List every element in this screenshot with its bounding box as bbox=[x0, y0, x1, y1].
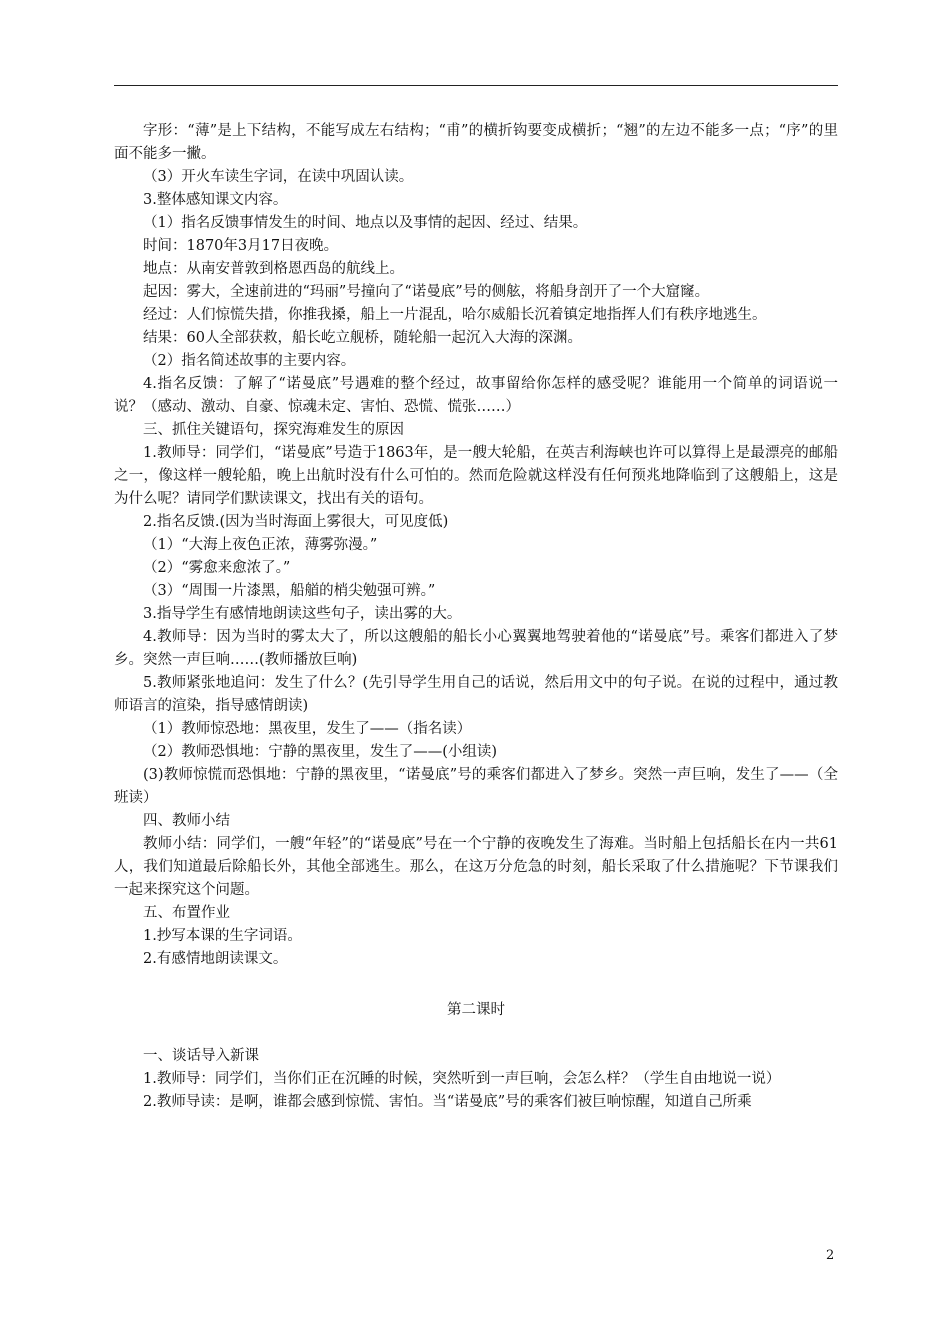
paragraph: 3.整体感知课文内容。 bbox=[143, 192, 288, 208]
header-rule bbox=[114, 85, 838, 86]
paragraph: 3.指导学生有感情地朗读这些句子，读出雾的大。 bbox=[143, 606, 462, 622]
paragraph: 1.教师导：同学们，当你们正在沉睡的时候，突然听到一声巨响，会怎么样？（学生自由地说一说） bbox=[143, 1071, 781, 1087]
paragraph: 2.指名反馈.(因为当时海面上雾很大，可见度低) bbox=[143, 514, 449, 530]
paragraph: 4.教师导：因为当时的雾太大了，所以这艘船的船长小心翼翼地驾驶着他的“诺曼底”号。乘客们都进入了梦乡。突然一声巨响……(教师播放巨响) bbox=[114, 629, 838, 668]
paragraph: 起因：雾大，全速前进的“玛丽”号撞向了“诺曼底”号的侧舷，将船身剖开了一个大窟窿。 bbox=[143, 284, 710, 300]
document-body bbox=[114, 120, 838, 1114]
lesson-title: 第二课时 bbox=[447, 1002, 505, 1018]
paragraph: 经过：人们惊慌失措，你推我搡，船上一片混乱，哈尔威船长沉着镇定地指挥人们有秩序地逃生。 bbox=[143, 307, 767, 323]
paragraph: 2.有感情地朗读课文。 bbox=[143, 951, 288, 967]
paragraph: （2）指名简述故事的主要内容。 bbox=[143, 353, 356, 369]
paragraph: 一、谈话导入新课 bbox=[143, 1048, 259, 1064]
paragraphs-first-lesson bbox=[114, 120, 838, 971]
paragraph: 2.教师导读：是啊，谁都会感到惊慌、害怕。当“诺曼底”号的乘客们被巨响惊醒，知道自己所乘 bbox=[143, 1094, 752, 1110]
paragraph: 五、布置作业 bbox=[143, 905, 230, 921]
paragraph: （3）开火车读生字词，在读中巩固认读。 bbox=[143, 169, 414, 185]
paragraph: 1.抄写本课的生字词语。 bbox=[143, 928, 302, 944]
paragraph: 地点：从南安普敦到格恩西岛的航线上。 bbox=[143, 261, 404, 277]
paragraph: 结果：60人全部获救，船长屹立舰桥，随轮船一起沉入大海的深渊。 bbox=[143, 330, 582, 346]
paragraph: 1.教师导：同学们，“诺曼底”号造于1863年，是一艘大轮船，在英吉利海峡也许可以算得上是最漂亮的邮船之一，像这样一艘轮船，晚上出航时没有什么可怕的。然而危险就这样没有任何预兆地降临到了这艘船上，这是为什么呢？请同学们默读课文，找出有关的语句。 bbox=[114, 445, 838, 507]
paragraph: 5.教师紧张地追问：发生了什么？(先引导学生用自己的话说，然后用文中的句子说。在说的过程中，通过教师语言的渲染，指导感情朗读) bbox=[114, 675, 838, 714]
page-number: 2 bbox=[826, 1248, 835, 1263]
paragraph: （2）教师恐惧地：宁静的黑夜里，发生了——(小组读) bbox=[143, 744, 498, 760]
paragraph: 字形：“薄”是上下结构，不能写成左右结构；“甫”的横折钩要变成横折；“翘”的左边不能多一点；“序”的里面不能多一撇。 bbox=[114, 123, 838, 162]
paragraph: （1）指名反馈事情发生的时间、地点以及事情的起因、经过、结果。 bbox=[143, 215, 588, 231]
paragraph: （1）“大海上夜色正浓，薄雾弥漫。” bbox=[143, 537, 378, 553]
paragraph: (3)教师惊慌而恐惧地：宁静的黑夜里，“诺曼底”号的乘客们都进入了梦乡。突然一声巨响，发生了——（全班读） bbox=[114, 767, 838, 806]
paragraph: 教师小结：同学们，一艘“年轻”的“诺曼底”号在一个宁静的夜晚发生了海难。当时船上包括船长在内一共61人，我们知道最后除船长外，其他全部逃生。那么，在这万分危急的时刻，船长采取了什么措施呢？下节课我们一起来探究这个问题。 bbox=[114, 836, 838, 898]
paragraph: （1）教师惊恐地：黑夜里，发生了——（指名读） bbox=[143, 721, 472, 737]
paragraphs-second-lesson bbox=[114, 1045, 838, 1114]
paragraph: （2）“雾愈来愈浓了。” bbox=[143, 560, 291, 576]
paragraph: （3）“周围一片漆黑，船艏的梢尖勉强可辨。” bbox=[143, 583, 436, 599]
paragraph: 四、教师小结 bbox=[143, 813, 230, 829]
paragraph: 时间：1870年3月17日夜晚。 bbox=[143, 238, 339, 254]
paragraph: 4.指名反馈：了解了“诺曼底”号遇难的整个经过，故事留给你怎样的感受呢？谁能用一个简单的词语说一说？（感动、激动、自豪、惊魂未定、害怕、恐慌、慌张……） bbox=[114, 376, 838, 415]
paragraph: 三、抓住关键语句，探究海难发生的原因 bbox=[143, 422, 404, 438]
